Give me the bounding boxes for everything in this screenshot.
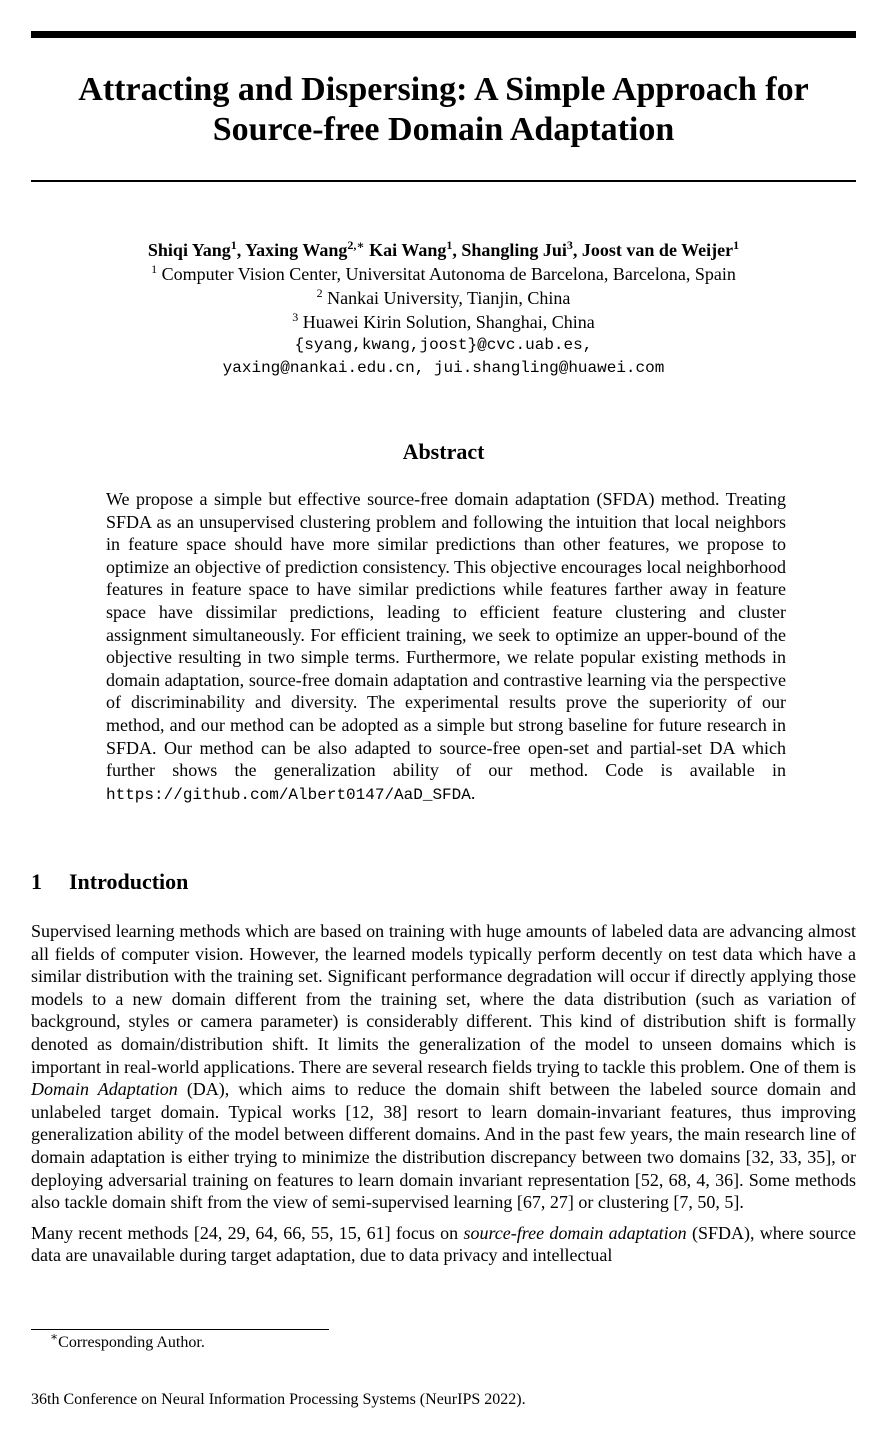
paragraph-text: (SFDA), where source data are unavailable during target adaptation, due to data privacy and intellectual — [31, 1222, 856, 1266]
email-line-2: yaxing@nankai.edu.cn, jui.shangling@huawei.com — [222, 359, 665, 377]
affiliation-sup: 2 — [316, 286, 323, 300]
author-affil-sup: 2,∗ — [347, 238, 365, 252]
section-number: 1 — [31, 869, 42, 894]
author: Joost van de Weijer — [581, 240, 734, 260]
footnote-rule — [31, 1329, 329, 1330]
author-affil-sup: 1 — [446, 238, 453, 252]
footnote — [50, 1329, 205, 1353]
author-names — [31, 238, 856, 262]
paragraph-text: Supervised learning methods which are based on training with huge amounts of labeled data are advancing almost all fields of computer vision. However, the learned models typically perform decently on test data which have a similar distribution with the training set. Significant performance degradation will occur if directly applying those models to a new domain different from the training set, where the data distribution (such as variation of background, styles or camera parameter) is considerably different. This kind of distribution shift is formally denoted as domain/distribution shift. It limits the generalization of the model to unseen domains which is important in real-world applications. There are several research fields trying to tackle this problem. One of them is — [31, 921, 856, 1077]
affiliation-sup: 1 — [151, 262, 158, 276]
section-title: Introduction — [69, 869, 189, 894]
paragraph — [31, 920, 856, 1214]
author-sep: , — [236, 240, 246, 260]
affiliation — [31, 262, 856, 286]
paragraph — [31, 1222, 856, 1267]
section-heading — [31, 868, 188, 896]
author-block — [31, 238, 856, 380]
paragraph-emphasis: source-free domain adaptation — [463, 1222, 687, 1243]
author-sep: , — [452, 240, 462, 260]
title-top-rule — [31, 31, 856, 38]
footnote-text: Corresponding Author. — [58, 1334, 205, 1351]
venue-note: 36th Conference on Neural Information Processing Systems (NeurIPS 2022). — [31, 1391, 526, 1408]
affiliation — [31, 286, 856, 310]
abstract-end: . — [470, 782, 476, 803]
abstract-text: We propose a simple but effective source-free domain adaptation (SFDA) method. Treating SFDA as an unsupervised clustering problem and following the intuition that local neighbors in feature space should have more similar predictions than other features, we propose to optimize an objective of prediction consistency. This objective encourages local neighborhood features in feature space to have similar predictions while features farther away in feature space have dissimilar predictions, leading to efficient feature clustering and cluster assignment simultaneously. For efficient training, we seek to optimize an upper-bound of the objective resulting in two simple terms. Furthermore, we relate popular existing methods in domain adaptation, source-free domain adaptation and contrastive learning via the perspective of discriminability and diversity. The experimental results prove the superiority of our method, and our method can be adopted as a simple but strong baseline for future research in SFDA. Our method can be also adapted to source-free open-set and partial-set DA which further shows the generalization ability of our method. Code is available in — [106, 489, 786, 781]
email-line-1: {syang,kwang,joost}@cvc.uab.es, — [294, 336, 593, 354]
introduction-body — [31, 920, 856, 1275]
author: Yaxing Wang — [245, 240, 348, 260]
paragraph-emphasis: Domain Adaptation — [31, 1079, 178, 1100]
author-affil-sup: 1 — [230, 238, 237, 252]
affiliation-text: Computer Vision Center, Universitat Autonoma de Barcelona, Barcelona, Spain — [157, 264, 736, 284]
abstract-body — [106, 488, 786, 806]
code-link[interactable]: https://github.com/Albert0147/AaD_SFDA — [106, 785, 471, 804]
paragraph-text: (DA), which aims to reduce the domain shift between the labeled source domain and unlabeled target domain. Typical works [12, 38] resort to learn domain-invariant features, thus improving generalization ability of the model between different domains. And in the past few years, the main research line of domain adaptation is either trying to minimize the distribution discrepancy between two domains [32, 33, 35], or deploying adversarial training on features to learn domain invariant representation [52, 68, 4, 36]. Some methods also tackle domain shift from the view of semi-supervised learning [67, 27] or clustering [7, 50, 5]. — [31, 1079, 857, 1213]
author: Kai Wang — [369, 240, 447, 260]
author: Shiqi Yang — [147, 240, 231, 260]
affiliation-sup: 3 — [292, 310, 299, 324]
author-affil-sup: 3 — [566, 238, 573, 252]
paper-title — [31, 70, 856, 150]
footnote-mark: ∗ — [50, 1329, 59, 1344]
author: Shangling Jui — [461, 240, 567, 260]
author-affil-sup: 1 — [733, 238, 740, 252]
author-sep: , — [572, 240, 582, 260]
title-bottom-rule — [31, 180, 856, 182]
affiliation-text: Huawei Kirin Solution, Shanghai, China — [298, 312, 595, 332]
affiliation — [31, 310, 856, 334]
paragraph-text: Many recent methods [24, 29, 64, 66, 55, 15, 61] focus on — [31, 1222, 464, 1243]
abstract-heading: Abstract — [402, 439, 485, 464]
title-line-1: Attracting and Dispersing: A Simple Approach for — [78, 71, 809, 108]
title-line-2: Source-free Domain Adaptation — [212, 111, 675, 148]
affiliation-text: Nankai University, Tianjin, China — [322, 288, 571, 308]
